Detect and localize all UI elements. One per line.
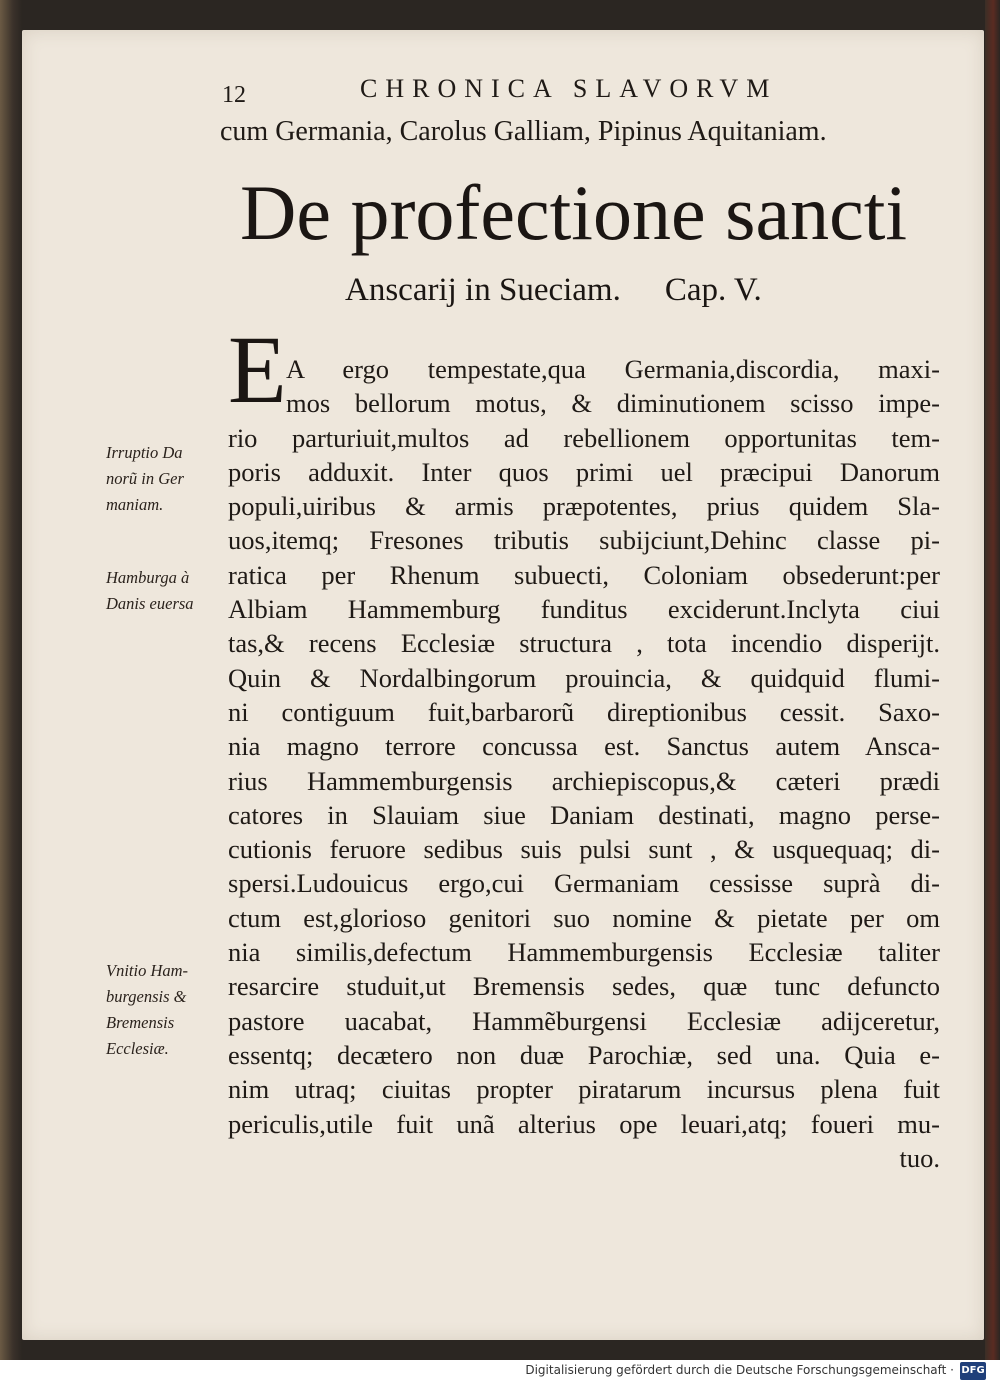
marginal-note-church-union — [106, 958, 230, 1062]
body-line: rio parturiuit,multos ad rebellionem opportunitas tem- — [228, 422, 940, 453]
body-line: catores in Slauiam siue Daniam destinati, magno perse- — [228, 799, 940, 830]
marginal-note-hamburg-destroyed — [106, 565, 230, 617]
marginal-note-line: Irruptio Da — [106, 443, 183, 462]
body-line: rius Hammemburgensis archiepiscopus,& cæteri prædi — [228, 765, 940, 796]
body-text — [228, 352, 940, 1175]
marginal-note-line: maniam. — [106, 495, 164, 514]
chapter-number: Cap. V. — [664, 272, 762, 308]
body-line: Albiam Hammemburg funditus exciderunt.Inclyta ciui — [228, 594, 940, 625]
body-line: mos bellorum motus, & diminutionem scisso impe- — [286, 388, 940, 419]
marginal-note-line: Ecclesiæ. — [106, 1039, 169, 1058]
body-line: pastore uacabat, Hammẽburgensi Ecclesiæ adijceretur, — [228, 1005, 940, 1036]
marginal-note-line: Danis euersa — [106, 594, 194, 613]
footer-bar — [0, 1360, 1000, 1384]
body-line: nia similis,defectum Hammemburgensis Ecclesiæ taliter — [228, 937, 940, 968]
marginal-note-line: Hamburga à — [106, 568, 190, 587]
marginal-note-line: Vnitio Ham- — [106, 961, 189, 980]
funding-credit: Digitalisierung gefördert durch die Deutsche Forschungsgemeinschaft · — [525, 1363, 954, 1377]
book-cover-edge — [985, 0, 1000, 1360]
page-number: 12 — [222, 82, 246, 108]
marginal-note-danish-invasion — [106, 440, 230, 518]
body-line: ni contiguum fuit,barbarorũ direptionibus cessit. Saxo- — [228, 696, 940, 727]
marginal-note-line: Bremensis — [106, 1013, 175, 1032]
running-title: CHRONICA SLAVORVM — [360, 74, 778, 103]
drop-cap: E — [228, 316, 287, 423]
body-line: periculis,utile fuit unã alterius ope leuari,atq; foueri mu- — [228, 1108, 940, 1139]
body-line: spersi.Ludouicus ergo,cui Germaniam cessisse suprà di- — [228, 868, 940, 899]
marginal-note-line: burgensis & — [106, 987, 187, 1006]
chapter-subtitle — [345, 272, 945, 309]
marginal-note-line: norũ in Ger — [106, 469, 184, 488]
book-binding-edge — [0, 0, 22, 1360]
body-line: resarcire studuit,ut Bremensis sedes, quæ tunc defuncto — [228, 971, 940, 1002]
body-line: essentq; decætero non duæ Parochiæ, sed una. Quia e- — [228, 1039, 940, 1070]
body-line: ratica per Rhenum subuecti, Coloniam obsederunt:per — [228, 559, 940, 590]
body-line: populi,uiribus & armis præpotentes, prius quidem Sla- — [228, 491, 940, 522]
body-line: poris adduxit. Inter quos primi uel præcipui Danorum — [228, 456, 940, 487]
body-line: tas,& recens Ecclesiæ structura , tota incendio disperijt. — [228, 628, 940, 659]
body-line: ctum est,glorioso genitori suo nomine & pietate per om — [228, 902, 940, 933]
body-line: nia magno terrore concussa est. Sanctus autem Ansca- — [228, 731, 940, 762]
body-line: A ergo tempestate,qua Germania,discordia, maxi- — [286, 354, 940, 384]
chapter-subtitle-text: Anscarij in Sueciam. — [345, 272, 621, 308]
body-line: cutionis feruore sedibus suis pulsi sunt , & usquequaq; di- — [228, 834, 940, 865]
body-line: Quin & Nordalbingorum prouincia, & quidquid flumi- — [228, 662, 940, 693]
body-line: nim utraq; ciuitas propter piratarum incursus plena fuit — [228, 1074, 940, 1105]
dfg-logo: DFG — [960, 1362, 986, 1380]
chapter-title: De profectione sancti — [240, 169, 908, 256]
running-header — [0, 70, 1000, 110]
body-line: uos,itemq; Fresones tributis subijciunt,Dehinc classe pi- — [228, 525, 940, 556]
carry-over-line: cum Germania, Carolus Galliam, Pipinus Aquitaniam. — [220, 116, 827, 147]
body-line: tuo. — [899, 1142, 940, 1173]
